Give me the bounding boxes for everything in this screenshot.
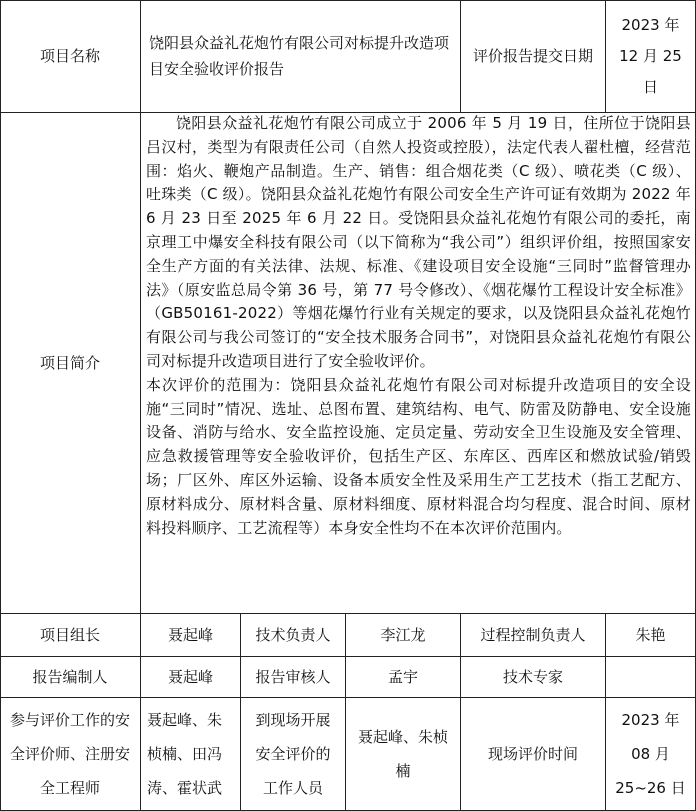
- report-date-day-suffix: 日: [642, 77, 658, 96]
- report-author-value: 聂起峰: [167, 667, 213, 686]
- onsite-time-month: 08 月: [631, 744, 670, 763]
- report-date-value: [606, 0, 695, 112]
- onsite-time-days: 25~26 日: [615, 778, 686, 797]
- report-reviewer-value: 孟宇: [387, 667, 418, 686]
- report-date-year: 2023 年: [621, 15, 680, 34]
- report-date-label-text: 评价报告提交日期: [472, 47, 593, 65]
- project-name-value: [141, 0, 460, 112]
- report-date-label: [461, 0, 605, 112]
- project-name-text: 饶阳县众益礼花炮竹有限公司对标提升改造项目安全验收评价报告: [149, 34, 450, 78]
- report-author-label: 报告编制人: [32, 667, 108, 686]
- onsite-time-year: 2023 年: [621, 710, 680, 729]
- report-reviewer-label: 报告审核人: [255, 667, 331, 686]
- tech-lead-label: 技术负责人: [255, 625, 331, 644]
- project-name-label: 项目名称: [39, 47, 100, 65]
- project-leader-label: 项目组长: [39, 625, 100, 644]
- onsite-staff-label-text: 到现场开展安全评价的工作人员: [255, 710, 331, 797]
- assessors-value: [141, 697, 240, 810]
- process-control-label: 过程控制负责人: [480, 625, 586, 644]
- onsite-staff-label: [241, 697, 345, 810]
- assessors-value-text: 聂起峰、朱桢楠、田冯涛、霍状武: [147, 710, 223, 797]
- tech-lead-value: 李江龙: [380, 625, 426, 644]
- intro-paragraph: 饶阳县众益礼花炮竹有限公司成立于 2006 年 5 月 19 日，住所位于饶阳县吕汉村，类型为有限责任公司（自然人投资或控股），法定代表人翟杜檀，经营范围：焰火、鞭炮产品制造。生产、销售：组合烟花类（C 级）、喷花类（C 级）、吐珠类（C 级）。饶阳县众益礼花炮竹有限公司安全生产许可证有效期为 2022 年 6 月 23 日至 2025 年 6 月 22 日。受饶阳县众益礼花炮竹有限公司的委托，南京理工中爆安全科技有限公司（以下简称为“我公司”）组织评价组，按照国家安全生产方面的有关法律、法规、标准、《建设项目安全设施“三同时”监督管理办法》（原安监总局令第 36 号，第 77 号令修改）、《烟花爆竹工程设计安全标准》（GB50161-2022）等烟花爆竹行业有关规定的要求，以及饶阳县众益礼花炮竹有限公司与我公司签订的“安全技术服务合同书”，对饶阳县众益礼花炮竹有限公司对标提升改造项目进行了安全验收评价。: [146, 114, 691, 370]
- onsite-staff-value-text: 聂起峰、朱桢楠: [357, 727, 448, 780]
- onsite-time-label: 现场评价时间: [487, 744, 578, 763]
- assessors-label: [0, 697, 140, 810]
- assessors-label-text: 参与评价工作的安全评价师、注册安全工程师: [9, 710, 130, 797]
- intro-paragraph: 本次评价的范围为：饶阳县众益礼花炮竹有限公司对标提升改造项目的安全设施“三同时”情况、选址、总图布置、建筑结构、电气、防雷及防静电、安全设施设备、消防与给水、安全监控设施、定员定量、劳动安全卫生设施及安全管理、应急救援管理等安全验收评价，包括生产区、东库区、西库区和燃放试验/销毁场；厂区外、库区外运输、设备本质安全性及采用生产工艺技术（指工艺配方、原材料成分、原材料含量、原材料细度、原材料混合均匀程度、混合时间、原材料投料顺序、工艺流程等）本身安全性均不在本次评价范围内。: [146, 375, 691, 537]
- tech-expert-value: [606, 656, 695, 697]
- project-leader-value: 聂起峰: [167, 625, 213, 644]
- process-control-value: 朱艳: [635, 625, 666, 644]
- project-intro-text: [146, 112, 691, 540]
- project-intro-label: 项目简介: [39, 353, 100, 372]
- report-date-month-day: 12 月 25: [619, 46, 682, 65]
- onsite-staff-value: [346, 697, 460, 810]
- onsite-time-value: [606, 697, 695, 810]
- tech-expert-label: 技术专家: [502, 667, 563, 686]
